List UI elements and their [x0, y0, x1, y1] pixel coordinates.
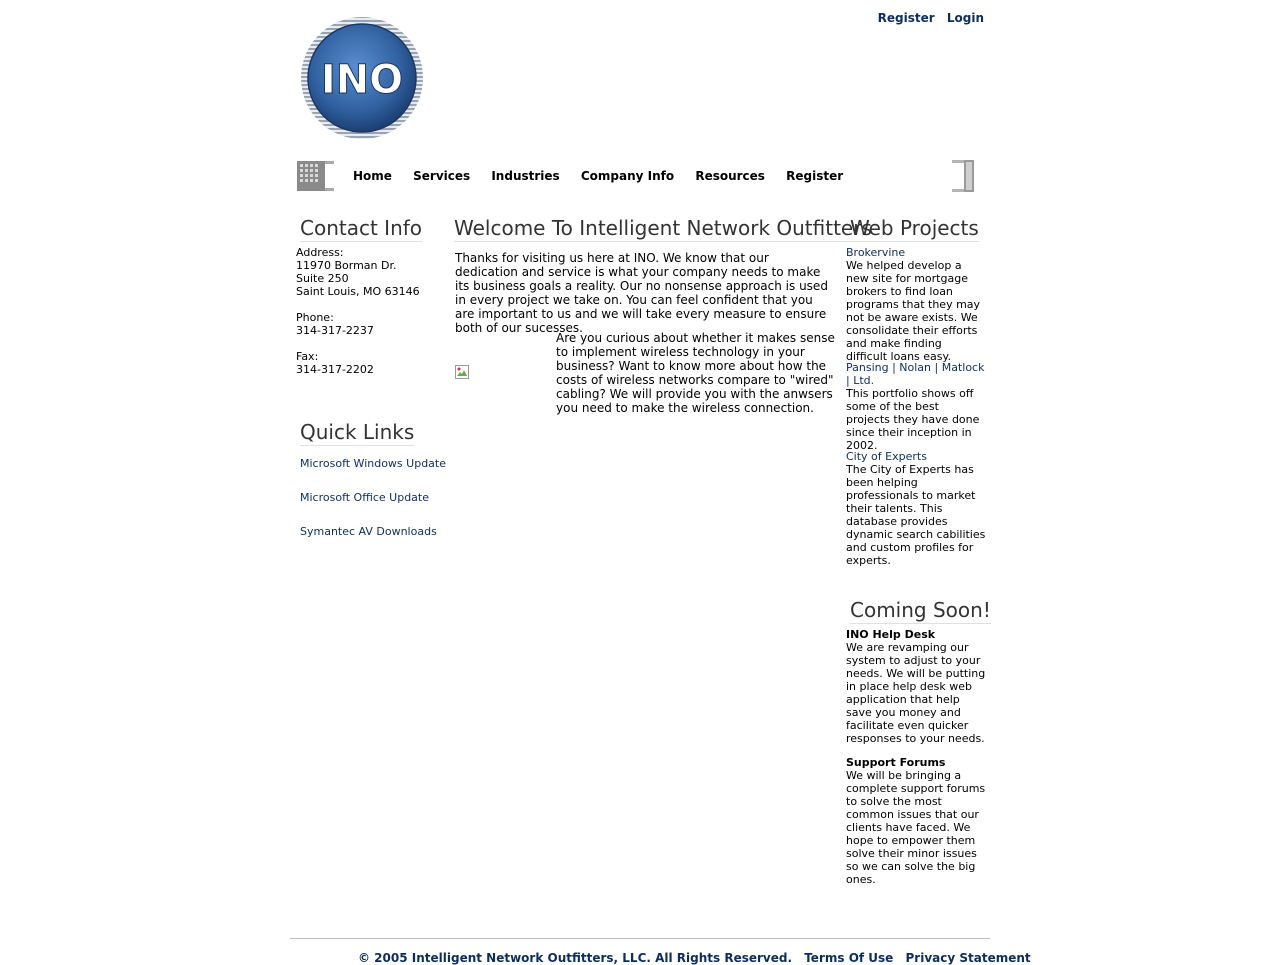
register-link[interactable]: Register — [877, 11, 935, 25]
quick-links-heading: Quick Links — [300, 420, 415, 444]
coming-soon-desc: We will be bringing a complete support forums to solve the most common issues that our clients have faced. We hope to empower them solve their minor issues so we can solve the big ones. — [846, 769, 986, 886]
project-link-city-of-experts[interactable]: City of Experts — [846, 450, 927, 463]
contact-heading: Contact Info — [300, 216, 423, 240]
project-desc: This portfolio shows off some of the best projects they have done since their inception in 2002. — [846, 387, 980, 452]
phone-number: 314-317-2237 — [296, 324, 374, 337]
footer-divider — [290, 938, 990, 939]
terms-of-use-link[interactable]: Terms Of Use — [804, 951, 894, 965]
nav-register[interactable]: Register — [786, 169, 844, 183]
wireless-text: Are you curious about whether it makes sense to implement wireless technology in your business? Want to know more about how the costs of wireless networks compare to "wired" cabling? We will provide you with the anwsers you need to make the wireless connection. — [556, 331, 835, 415]
quick-link-symantec[interactable]: Symantec AV Downloads — [300, 525, 437, 538]
main-nav — [296, 158, 982, 194]
quick-link-office-update[interactable]: Microsoft Office Update — [300, 491, 429, 504]
project-item — [846, 450, 986, 567]
coming-soon-item — [846, 628, 986, 745]
coming-soon-item — [846, 756, 986, 886]
nav-items — [353, 169, 860, 183]
broken-image-icon — [455, 365, 469, 379]
nav-left-cap-icon — [296, 158, 334, 194]
page — [290, 0, 1031, 965]
top-links — [870, 11, 984, 25]
nav-industries[interactable]: Industries — [491, 169, 560, 183]
copyright-text: © 2005 Intelligent Network Outfitters, LLC. All Rights Reserved. — [358, 951, 793, 965]
nav-resources[interactable]: Resources — [695, 169, 765, 183]
nav-home[interactable]: Home — [353, 169, 392, 183]
privacy-statement-link[interactable]: Privacy Statement — [905, 951, 1031, 965]
fax-label: Fax: — [296, 350, 319, 363]
coming-soon-heading: Coming Soon! — [850, 598, 991, 622]
project-link-pansing[interactable]: Pansing | Nolan | Matlock | Ltd. — [846, 361, 985, 387]
contact-info — [296, 246, 420, 376]
address-label: Address: — [296, 246, 344, 259]
quick-link-windows-update[interactable]: Microsoft Windows Update — [300, 457, 446, 470]
address-line-1: 11970 Borman Dr. — [296, 259, 397, 272]
nav-services[interactable]: Services — [413, 169, 471, 183]
logo-text: INO — [320, 57, 404, 103]
coming-soon-desc: We are revamping our system to adjust to your needs. We will be putting in place help desk web application that help save you money and facilitate even quicker responses to your needs. — [846, 641, 986, 745]
nav-company-info[interactable]: Company Info — [580, 169, 675, 183]
address-line-2: Suite 250 — [296, 272, 349, 285]
project-link-brokervine[interactable]: Brokervine — [846, 246, 906, 259]
coming-soon-title: Support Forums — [846, 756, 946, 769]
quick-links — [300, 457, 446, 559]
project-item — [846, 246, 986, 363]
address-line-3: Saint Louis, MO 63146 — [296, 285, 420, 298]
web-projects-heading: Web Projects — [850, 216, 979, 240]
ino-logo[interactable] — [300, 16, 424, 140]
coming-soon-title: INO Help Desk — [846, 628, 936, 641]
fax-number: 314-317-2202 — [296, 363, 374, 376]
nav-right-cap-icon — [950, 158, 976, 194]
project-item — [846, 361, 986, 452]
project-desc: The City of Experts has been helping professionals to market their talents. This database provides dynamic search cabilities and custom profiles for experts. — [846, 463, 986, 567]
project-desc: We helped develop a new site for mortgage brokers to find loan programs that they may not be aware exists. We consolidate their efforts and make finding difficult loans easy. — [846, 259, 981, 363]
footer — [358, 951, 1031, 965]
welcome-intro: Thanks for visiting us here at INO. We know that our dedication and service is what your company needs to make its business goals a reality. Our no nonsense approach is used in every project we take on. You can feel confident that you are important to us and we will take every measure to ensure both of our sucesses. — [455, 251, 828, 335]
welcome-heading: Welcome To Intelligent Network Outfitters — [454, 216, 872, 240]
login-link[interactable]: Login — [946, 11, 984, 25]
phone-label: Phone: — [296, 311, 334, 324]
